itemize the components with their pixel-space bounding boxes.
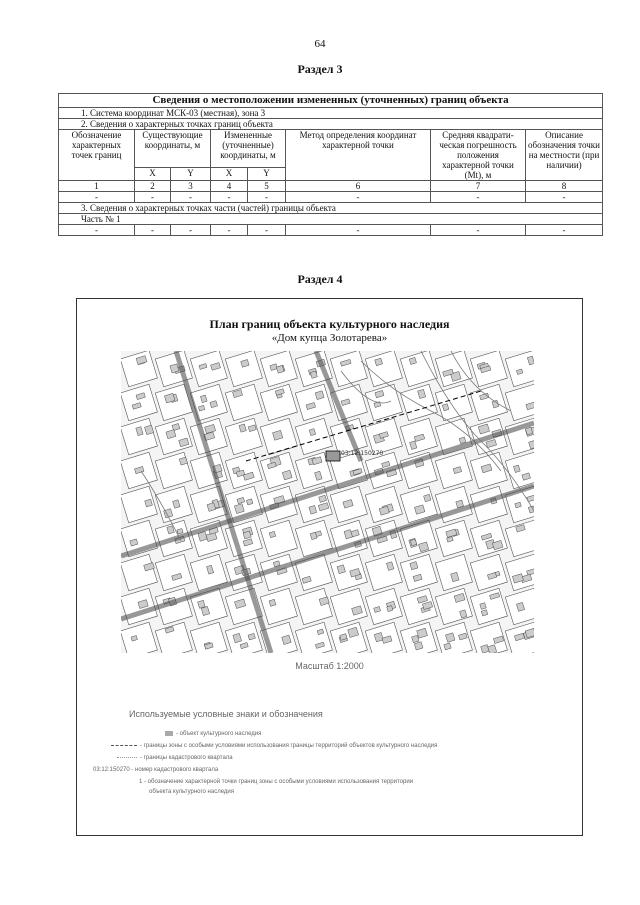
cadastral-map <box>121 351 534 653</box>
dash-cell: - <box>171 225 211 236</box>
header-y-existing: Y <box>171 167 211 180</box>
boundary-info-table <box>58 93 603 236</box>
legend-item-point: 1 - обозначение характерной точки границ зоны с особыми условиями использования территории <box>139 779 414 785</box>
legend-item-quarter-boundary: - границы кадастрового квартала <box>117 755 233 761</box>
part-points-row: 3. Сведения о характерных точках части (частей) границы объекта <box>59 203 603 214</box>
dash-cell: - <box>248 192 286 203</box>
map-scale: Масштаб 1:2000 <box>295 661 364 671</box>
dash-cell: - <box>171 192 211 203</box>
dashed-line-icon <box>111 745 137 746</box>
dash-cell: - <box>59 225 135 236</box>
header-rms: Средняя квадрати-ческая погрешность положения характерной точки (Mt), м <box>431 130 526 181</box>
col-num: 2 <box>135 181 171 192</box>
legend-item-point-continued: объекта культурного наследия <box>149 789 235 795</box>
section-3-title: Раздел 3 <box>297 62 343 76</box>
part-label-row: Часть № 1 <box>59 214 603 225</box>
map-quarter-label: 03:12:150270 <box>341 450 384 457</box>
legend-item-zone-boundary: - границы зоны с особыми условиями использования границы территорий объектов культурного наследия <box>111 743 437 749</box>
dash-cell: - <box>286 192 431 203</box>
plan-frame <box>76 298 583 836</box>
plan-subtitle: «Дом купца Золотарева» <box>271 332 388 344</box>
col-num: 1 <box>59 181 135 192</box>
legend-item-quarter-number: 03:12:150270 - номер кадастрового квартала <box>93 767 219 773</box>
dotted-line-icon <box>117 757 137 758</box>
col-num: 7 <box>431 181 526 192</box>
char-points-row: 2. Сведения о характерных точках границ объекта <box>59 119 603 130</box>
plan-title: План границ объекта культурного наследия <box>209 317 450 331</box>
header-x-changed: X <box>211 167 248 180</box>
heritage-object-icon <box>165 731 173 736</box>
dash-cell: - <box>526 225 603 236</box>
table-title: Сведения о местоположении измененных (уточненных) границ объекта <box>59 94 603 108</box>
col-num: 8 <box>526 181 603 192</box>
header-method: Метод определения координат характерной точки <box>286 130 431 181</box>
col-num: 5 <box>248 181 286 192</box>
coord-system-row: 1. Система координат МСК-03 (местная), зона 3 <box>59 108 603 119</box>
col-num: 3 <box>171 181 211 192</box>
dash-cell: - <box>59 192 135 203</box>
dash-cell: - <box>526 192 603 203</box>
header-changed: Измененные (уточненные) координаты, м <box>211 130 286 168</box>
header-x-existing: X <box>135 167 171 180</box>
dash-cell: - <box>211 192 248 203</box>
col-num: 6 <box>286 181 431 192</box>
header-existing: Существующие координаты, м <box>135 130 211 168</box>
column-number-row <box>59 181 603 192</box>
page-number: 64 <box>314 38 326 50</box>
header-description: Описание обозначения точки на местности (при наличии) <box>526 130 603 181</box>
dash-cell: - <box>431 192 526 203</box>
dash-cell: - <box>135 225 171 236</box>
section-4-title: Раздел 4 <box>297 272 343 286</box>
dash-cell: - <box>286 225 431 236</box>
dash-cell: - <box>248 225 286 236</box>
empty-data-row <box>59 192 603 203</box>
legend-item-heritage: - объект культурного наследия <box>165 731 261 737</box>
dash-cell: - <box>211 225 248 236</box>
legend-title: Используемые условные знаки и обозначения <box>129 709 323 719</box>
header-designation: Обозначение характерных точек границ <box>59 130 135 181</box>
header-y-changed: Y <box>248 167 286 180</box>
empty-part-row <box>59 225 603 236</box>
dash-cell: - <box>431 225 526 236</box>
dash-cell: - <box>135 192 171 203</box>
col-num: 4 <box>211 181 248 192</box>
